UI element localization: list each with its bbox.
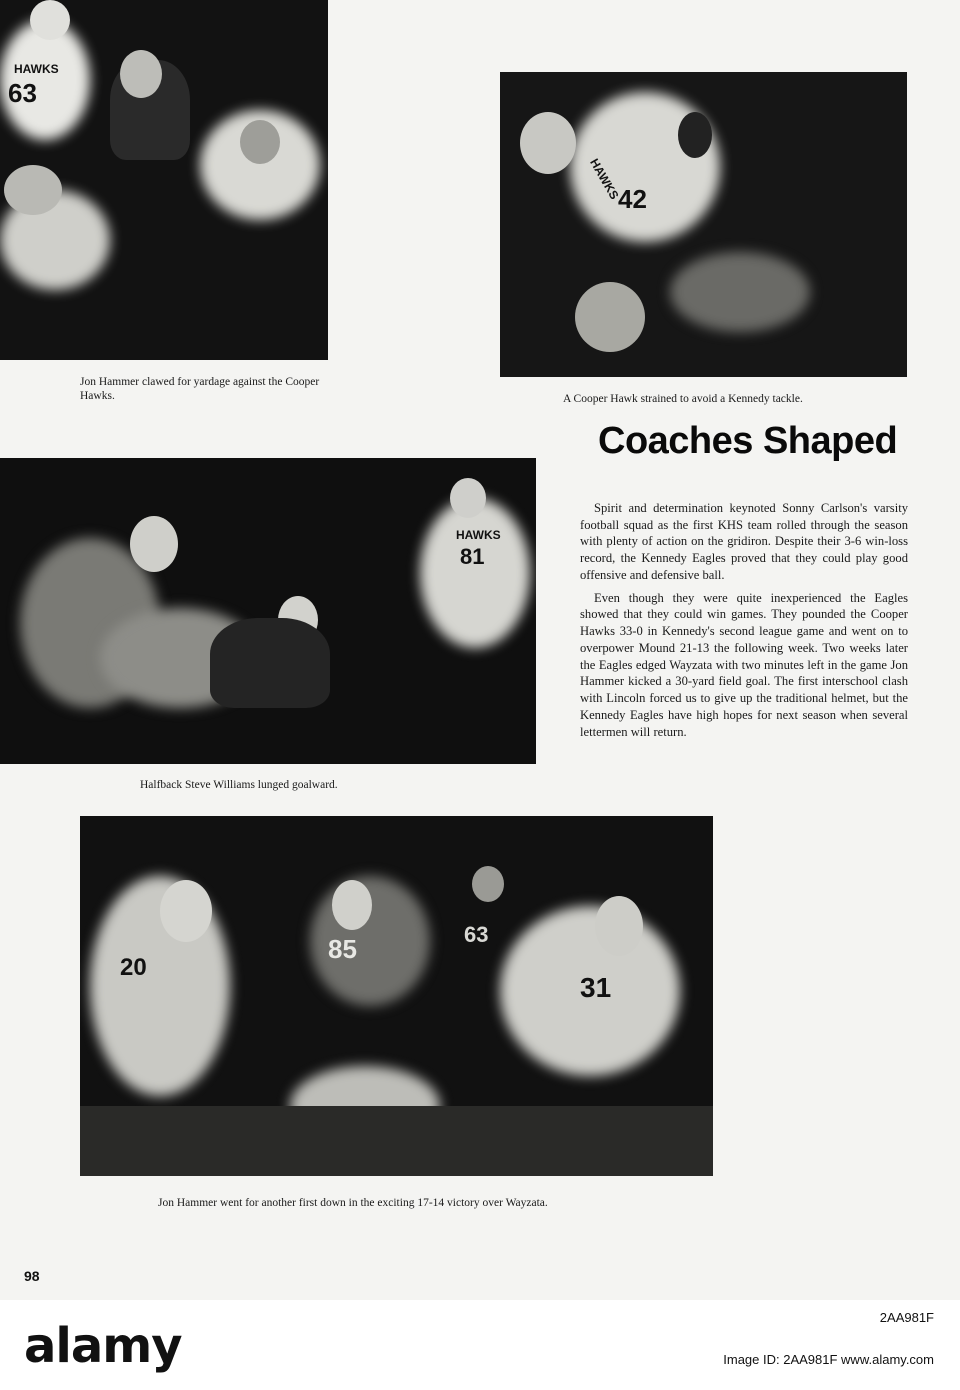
alamy-logo: alamy (24, 1318, 182, 1374)
jersey-text: HAWKS (456, 528, 501, 542)
photo-cooper-hawks-run (0, 0, 328, 360)
article-body (580, 500, 908, 746)
photo-first-down-wayzata (80, 816, 713, 1176)
jersey-number: 42 (618, 184, 647, 214)
jersey-number: 85 (328, 934, 357, 964)
photo-halfback-lunge (0, 458, 536, 764)
image-id-footer: Image ID: 2AA981F www.alamy.com (723, 1352, 934, 1367)
jersey-text: HAWKS (587, 156, 622, 202)
jersey-number: 81 (460, 544, 485, 569)
jersey-number: 31 (580, 972, 612, 1003)
jersey-text: HAWKS (14, 62, 59, 76)
article-headline: Coaches Shaped (598, 420, 898, 462)
article-paragraph: Even though they were quite inexperienced the Eagles showed that they could win games. They pounded the Cooper Hawks 33-0 in Kennedy's second league game and went on to overpower Mound 21-13 the following week. Two weeks later the Eagles edged Wayzata with two minutes left in the game Jon Hammer kicked a 30-yard field goal. The first interschool clash with Lincoln forced us to give up the traditional helmet, but the Kennedy Eagles have high hopes for next season when several lettermen will return. (580, 590, 908, 739)
jersey-number: 63 (8, 78, 37, 108)
photo-caption: Halfback Steve Williams lunged goalward. (140, 779, 338, 791)
photo-caption: Jon Hammer clawed for yardage against the Cooper Hawks. (80, 376, 320, 403)
article-paragraph: Spirit and determination keynoted Sonny Carlson's varsity football squad as the first KHS team rolled through the season with plenty of action on the gridiron. Despite their 3-6 win-loss record, the Kennedy Eagles proved that they could play good offensive and defensive ball. (580, 501, 908, 582)
page-number: 98 (24, 1268, 40, 1284)
image-id: 2AA981F (879, 1310, 934, 1325)
jersey-number: 20 (120, 954, 147, 981)
photo-caption: A Cooper Hawk strained to avoid a Kennedy tackle. (563, 393, 803, 405)
jersey-number: 63 (464, 922, 489, 947)
photo-caption: Jon Hammer went for another first down in the exciting 17-14 victory over Wayzata. (158, 1197, 548, 1209)
photo-cooper-hawk-tackle (500, 72, 907, 377)
